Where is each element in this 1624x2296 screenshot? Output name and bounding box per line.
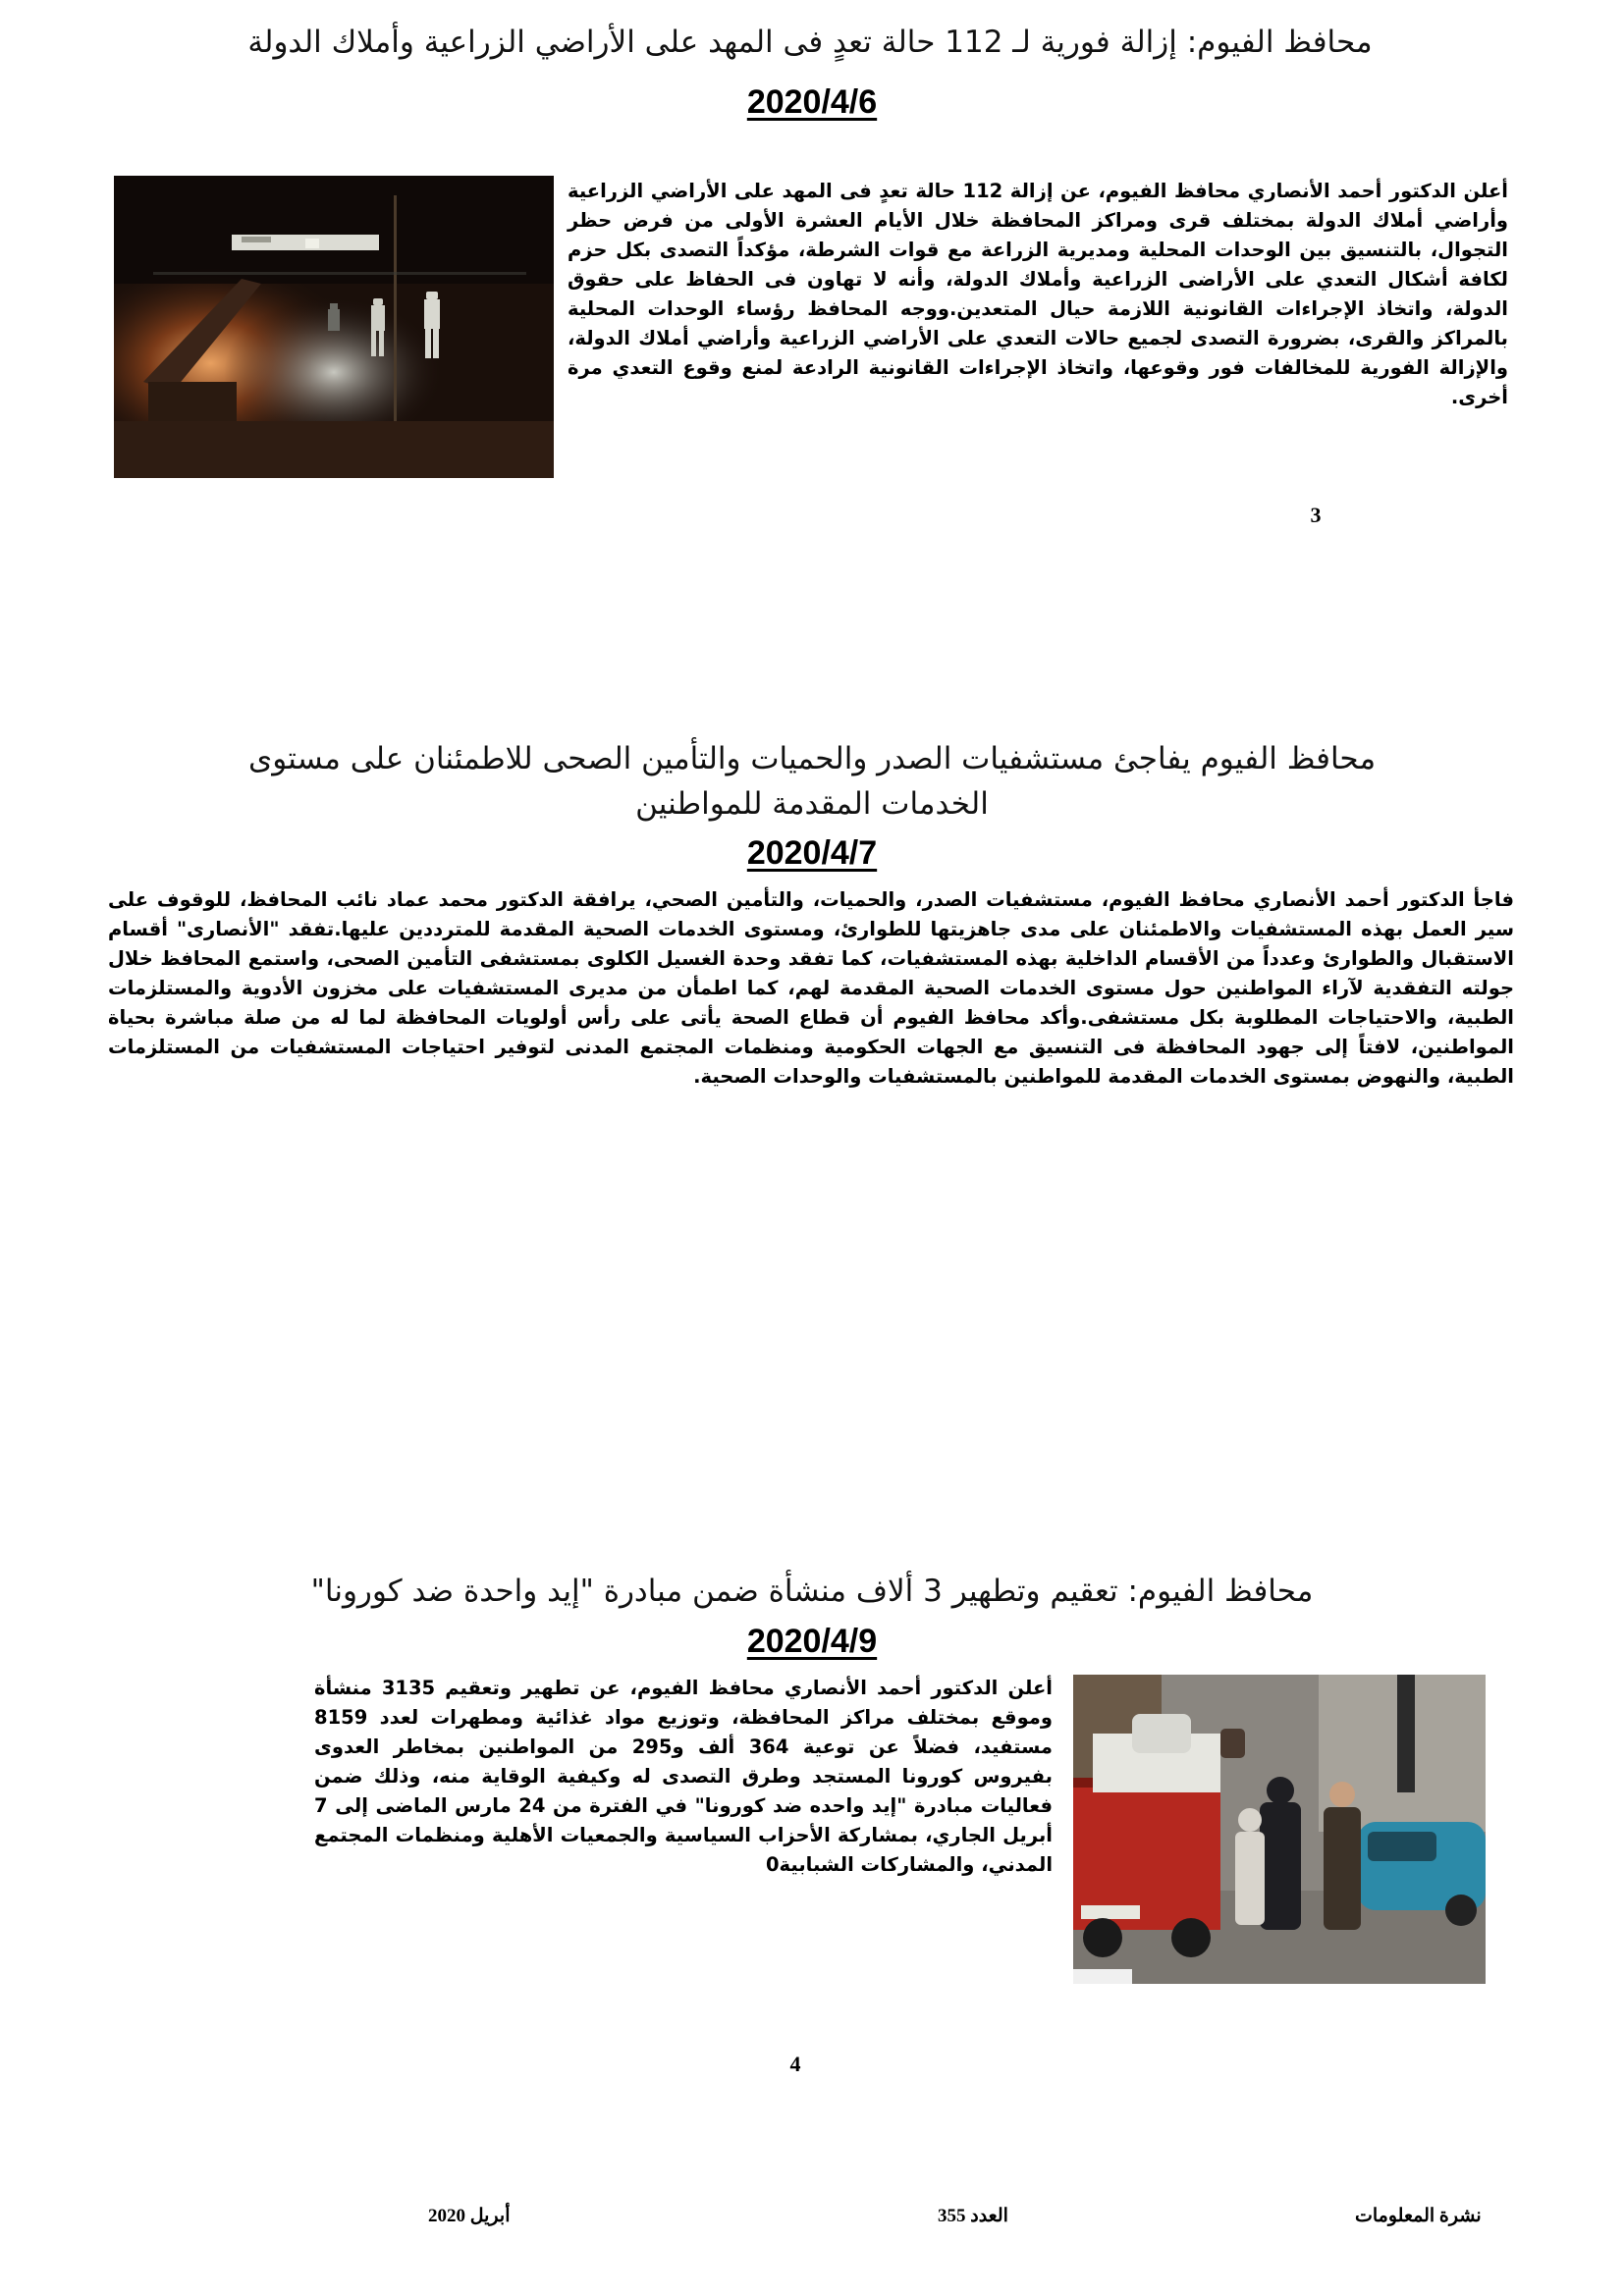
- article1-date: 2020/4/6: [746, 83, 878, 121]
- article1-title: محافظ الفيوم: إزالة فورية لـ 112 حالة تعدٍ فى المهد على الأراضي الزراعية وأملاك الدولة: [247, 25, 1373, 60]
- article1-photo: [114, 176, 554, 478]
- article2-date: 2020/4/7: [746, 834, 878, 872]
- footer-issue: العدد 355: [938, 2206, 1008, 2226]
- article3-photo: [1073, 1675, 1486, 1984]
- article3-date: 2020/4/9: [746, 1623, 878, 1660]
- footer-month: أبريل 2020: [428, 2206, 511, 2226]
- article2-title-line1: محافظ الفيوم يفاجئ مستشفيات الصدر والحميات والتأمين الصحى للاطمئنان على مستوى: [247, 741, 1377, 776]
- article3-title: محافظ الفيوم: تعقيم وتطهير 3 ألاف منشأة ضمن مبادرة "إيد واحدة ضد كورونا": [310, 1574, 1314, 1609]
- article2-body: فاجأ الدكتور أحمد الأنصاري محافظ الفيوم، مستشفيات الصدر، والحميات، والتأمين الصحي، يرافقة الدكتور محمد عماد نائب المحافظ، للوقوف على سير العمل بهذه المستشفيات والاطمئنان على مدى جاهزيتها للطوارئ، ومستوى الخدمات الصحية المقدمة للمترددين عليها.تفقد "الأنصارى" أقسام الاستقبال والطوارئ وعدداً من الأقسام الداخلية بهذه المستشفيات، كما تفقد وحدة الغسيل الكلوى بمستشفى التأمين الصحى، واستمع المحافظ خلال جولته التفقدية لآراء المواطنين حول مستوى الخدمات الصحية المقدمة لهم، كما اطمأن من مديرى المستشفيات على مخزون الأدوية والمستلزمات الطبية، والاحتياجات المطلوبة بكل مستشفى.وأكد محافظ الفيوم أن قطاع الصحة يأتى على رأس أولويات المحافظة لما له من صلة مباشرة بحياة المواطنين، لافتاً إلى جهود المحافظة فى التنسيق مع الجهات الحكومية ومنظمات المجتمع المدنى لتوفير احتياجات المستشفيات من المستلزمات الطبية، والنهوض بمستوى الخدمات المقدمة للمواطنين بالمستشفيات والوحدات الصحية.: [108, 888, 1514, 1088]
- page-number-3: 3: [1310, 503, 1322, 527]
- article3-body: أعلن الدكتور أحمد الأنصاري محافظ الفيوم، عن تطهير وتعقيم 3135 منشأة وموقع بمختلف مراكز المحافظة، وتوزيع مواد غذائية ومطهرات لعدد 8159 مستفيد، فضلاً عن توعية 364 ألف و295 من المواطنين بمخاطر العدوى بفيروس كورونا المستجد وطرق التصدى له وكيفية الوقاية منه، وذلك ضمن فعاليات مبادرة "إيد واحده ضد كورونا" في الفترة من 24 مارس الماضى إلى 7 أبريل الجاري، بمشاركة الأحزاب السياسية والجمعيات الأهلية ومنظمات المجتمع المدني، والمشاركات الشبابية0: [314, 1677, 1054, 1876]
- page-number-4: 4: [789, 2052, 801, 2076]
- footer-publication: نشرة المعلومات: [1355, 2206, 1482, 2226]
- article2-title-line2: الخدمات المقدمة للمواطنين: [635, 786, 989, 822]
- article1-body: أعلن الدكتور أحمد الأنصاري محافظ الفيوم، عن إزالة 112 حالة تعدٍ فى المهد على الأراضي الزراعية وأراضي أملاك الدولة بمختلف قرى ومراكز المحافظة خلال الأيام العشرة الأولى من فرض حظر التجوال، بالتنسيق بين الوحدات المحلية ومديرية الزراعة مع قوات الشرطة، مؤكداً التصدى بكل حزم لكافة أشكال التعدي على الأراضى الزراعية وأملاك الدولة، وأنه لا تهاون فى الحفاظ على حقوق الدولة، واتخاذ الإجراءات القانونية اللازمة حيال المتعدين.ووجه المحافظ رؤساء الوحدات المحلية بالمراكز والقرى، بضرورة التصدى لجميع حالات التعدي على الأراضي الزراعية وأراضي أملاك الدولة، والإزالة الفورية للمخالفات فور وقوعها، واتخاذ الإجراءات القانونية الرادعة لمنع وقوع التعدي مرة أخرى.: [568, 180, 1508, 408]
